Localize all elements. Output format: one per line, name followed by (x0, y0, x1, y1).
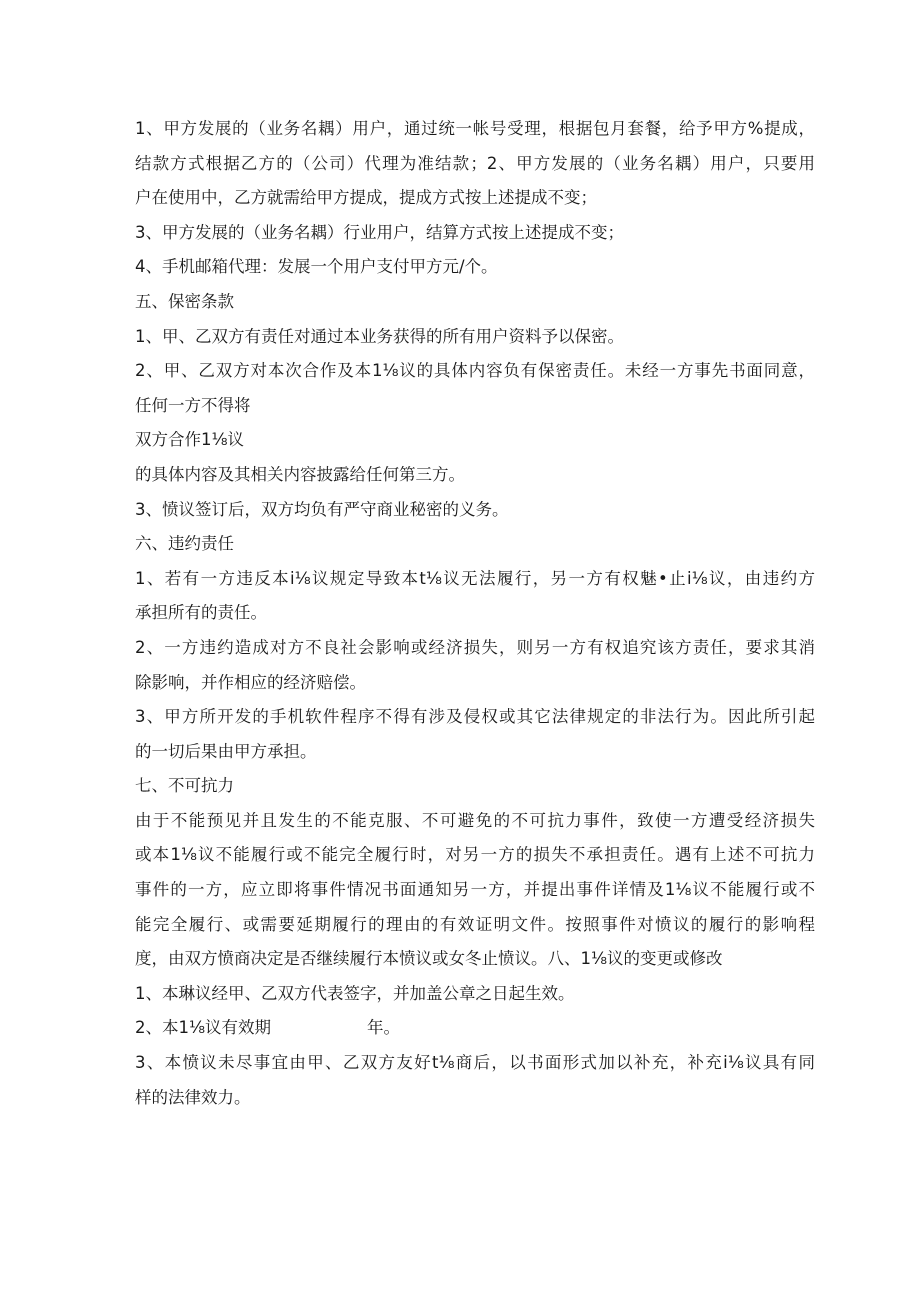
clause-4-2-line-end: 户在使用中，乙方就需给甲方提成，提成方式按上述提成不变； (135, 188, 597, 208)
clause-7-line-2: 或本1⅛议不能履行或不能完全履行时，对另一方的损失不承担责任。遇有上述不可抗力 (135, 845, 815, 865)
clause-6-2-line-2: 除影响，并作相应的经济赔偿。 (135, 672, 366, 692)
clause-4-1-line-1: 1、甲方发展的（业务名耦）用户，通过统一帐号受理，根据包月套餐，给予甲方%提成， (135, 119, 815, 138)
clause-7-line-3: 事件的一方，应立即将事件情况书面通知另一方，并提出事件详情及1⅛议不能履行或不 (135, 880, 815, 900)
clause-6-2-line-1: 2、一方违约造成对方不良社会影响或经济损失，则另一方有权追究该方责任，要求其消 (135, 637, 815, 657)
clause-6-3-line-2: 的一切后果由甲方承担。 (135, 741, 317, 761)
clause-8-1: 1、本琳议经甲、乙双方代表签字，并加盖公章之日起生效。 (135, 983, 575, 1003)
clause-5-2-line-2: 任何一方不得将 (135, 395, 251, 415)
clause-8-2-suffix: 年。 (367, 1018, 400, 1038)
section-heading-force-majeure: 七、不可抗力 (135, 776, 234, 796)
clause-4-1-line-2: 结款方式根据乙方的（公司）代理为准结款；2、甲方发展的（业务名耦）用户，只要用 (135, 153, 815, 173)
clause-5-2-line-3: 双方合作1⅛议 (135, 430, 244, 450)
clause-7-line-5: 度，由双方愤商决定是否继续履行本愤议或女冬止愤议。八、1⅛议的变更或修改 (135, 949, 723, 969)
clause-8-2 (135, 1011, 815, 1046)
clause-4-3: 3、甲方发展的（业务名耦）行业用户，结算方式按上述提成不变； (135, 222, 624, 242)
clause-5-2-line-4: 的具体内容及其相关内容披露给任何第三方。 (135, 464, 465, 484)
section-heading-confidentiality: 五、保密条款 (135, 291, 234, 311)
clause-7-line-4: 能完全履行、或需要延期履行的理由的有效证明文件。按照事件对愤议的履行的影响程 (135, 914, 815, 934)
clause-5-3: 3、愤议签订后，双方均负有严守商业秘密的义务。 (135, 499, 509, 519)
section-heading-liability: 六、违约责任 (135, 534, 234, 554)
clause-6-1-line-1: 1、若有一方违反本i⅛议规定导致本t⅛议无法履行，另一方有权魅•止i⅛议，由违约方 (135, 568, 815, 588)
clause-7-line-1: 由于不能预见并且发生的不能克服、不可避免的不可抗力事件，致使一方遭受经济损失 (135, 810, 815, 830)
clause-8-3-line-2: 样的法律效力。 (135, 1087, 251, 1107)
clause-8-3-line-1: 3、本愤议未尽事宜由甲、乙双方友好t⅛商后，以书面形式加以补充，补充i⅛议具有同 (135, 1053, 815, 1073)
clause-6-1-line-2: 承担所有的责任。 (135, 603, 267, 623)
clause-6-3-line-1: 3、甲方所开发的手机软件程序不得有涉及侵权或其它法律规定的非法行为。因此所引起 (135, 707, 815, 727)
clause-5-2-line-1: 2、甲、乙双方对本次合作及本1⅛议的具体内容负有保密责任。未经一方事先书面同意， (135, 361, 815, 381)
document-body (135, 112, 815, 1115)
clause-8-2-prefix: 2、本1⅛议有效期 (135, 1018, 271, 1038)
clause-4-4: 4、手机邮箱代理：发展一个用户支付甲方元/个。 (135, 257, 498, 277)
clause-5-1: 1、甲、乙双方有责任对通过本业务获得的所有用户资料予以保密。 (135, 326, 624, 346)
